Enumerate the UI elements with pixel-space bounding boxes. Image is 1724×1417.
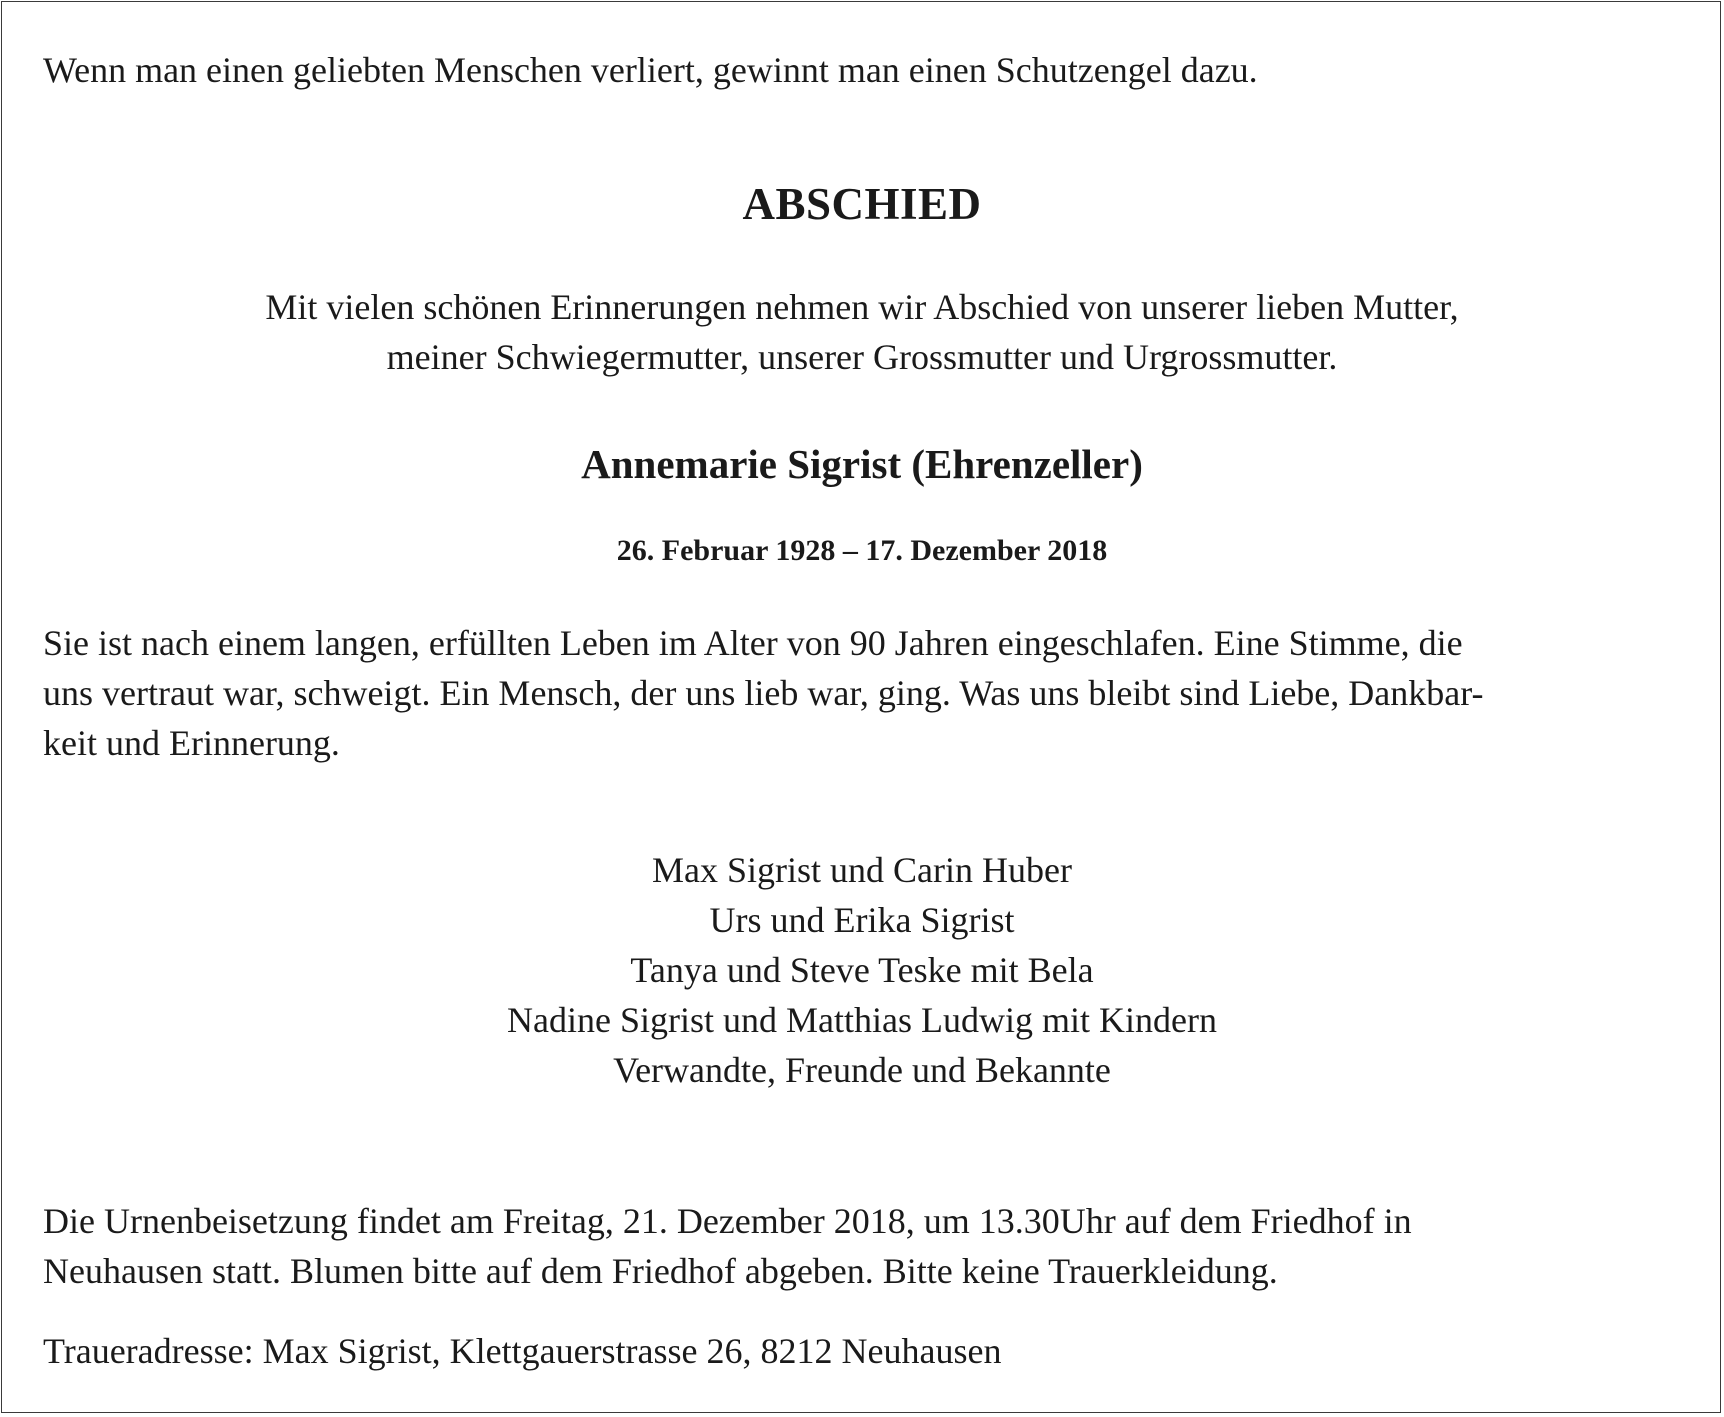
- mourner-4: Nadine Sigrist und Matthias Ludwig mit Kindern: [507, 1000, 1217, 1040]
- mourner-1: Max Sigrist und Carin Huber: [652, 850, 1072, 890]
- tribute-line-1: Sie ist nach einem langen, erfüllten Leben im Alter von 90 Jahren eingeschlafen. Eine Stimme, die: [43, 623, 1463, 663]
- intro-line-1: Mit vielen schönen Erinnerungen nehmen wir Abschied von unserer lieben Mutter,: [265, 287, 1459, 327]
- deceased-name: Annemarie Sigrist (Ehrenzeller): [581, 441, 1143, 487]
- funeral-info-line-1: Die Urnenbeisetzung findet am Freitag, 21. Dezember 2018, um 13.30Uhr auf dem Friedhof in: [43, 1201, 1412, 1241]
- intro-line-2: meiner Schwiegermutter, unserer Grossmutter und Urgrossmutter.: [386, 337, 1338, 377]
- funeral-info-paragraph: [43, 1196, 1683, 1296]
- tribute-paragraph: [43, 618, 1683, 768]
- life-dates: 26. Februar 1928 – 17. Dezember 2018: [616, 534, 1108, 567]
- tribute-line-3: keit und Erinnerung.: [43, 723, 340, 763]
- notice-heading: ABSCHIED: [742, 179, 982, 229]
- motto-text: Wenn man einen geliebten Menschen verliert, gewinnt man einen Schutzengel dazu.: [43, 50, 1258, 90]
- funeral-info-line-2: Neuhausen statt. Blumen bitte auf dem Friedhof abgeben. Bitte keine Trauerkleidung.: [43, 1251, 1278, 1291]
- tribute-line-2: uns vertraut war, schweigt. Ein Mensch, der uns lieb war, ging. Was uns bleibt sind Liebe, Dankbar-: [43, 673, 1484, 713]
- mourner-3: Tanya und Steve Teske mit Bela: [630, 950, 1094, 990]
- mourner-5: Verwandte, Freunde und Bekannte: [613, 1050, 1111, 1090]
- mourning-address: Traueradresse: Max Sigrist, Klettgauerstrasse 26, 8212 Neuhausen: [43, 1331, 1002, 1371]
- mourner-2: Urs und Erika Sigrist: [709, 900, 1015, 940]
